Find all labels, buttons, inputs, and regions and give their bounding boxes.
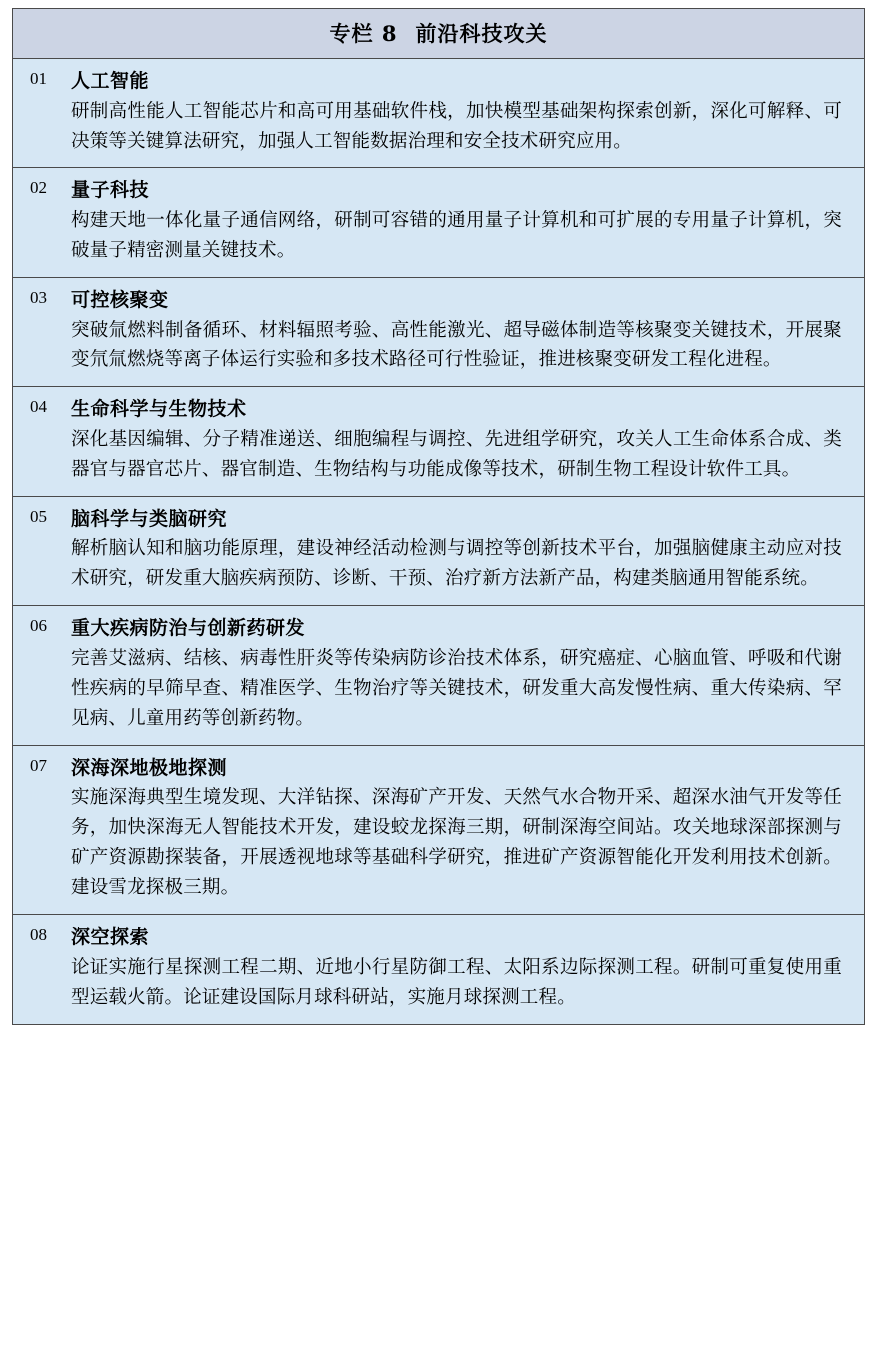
item-body — [71, 746, 864, 914]
item-body — [71, 278, 864, 386]
item-title: 脑科学与类脑研究 — [71, 507, 228, 530]
item-title: 深海深地极地探测 — [71, 756, 228, 779]
table-row — [13, 168, 864, 277]
item-title: 可控核聚变 — [71, 288, 169, 311]
item-number: 01 — [30, 69, 47, 88]
item-number: 02 — [30, 178, 47, 198]
item-text: 深化基因编辑、分子精准递送、细胞编程与调控、先进组学研究，攻关人工生命体系合成、类器官与器官芯片、器官制造、生物结构与功能成像等技术，研制生物工程设计软件工具。 — [71, 429, 842, 480]
box-header-title: 前沿科技攻关 — [415, 21, 548, 46]
item-number: 07 — [30, 755, 47, 775]
item-text: 构建天地一体化量子通信网络，研制可容错的通用量子计算机和可扩展的专用量子计算机，突破量子精密测量关键技术。 — [71, 210, 842, 261]
table-row — [13, 59, 864, 168]
box-header — [13, 9, 864, 59]
box-header-label: 专栏 8 — [329, 21, 398, 46]
table-row — [13, 606, 864, 745]
item-number: 08 — [30, 925, 47, 945]
item-title: 深空探索 — [71, 926, 150, 949]
item-text: 研制高性能人工智能芯片和高可用基础软件栈，加快模型基础架构探索创新，深化可解释、可决策等关键算法研究，加强人工智能数据治理和安全技术研究应用。 — [71, 100, 842, 152]
item-text: 论证实施行星探测工程二期、近地小行星防御工程、太阳系边际探测工程。研制可重复使用重型运载火箭。论证建设国际月球科研站，实施月球探测工程。 — [71, 956, 842, 1008]
item-number: 04 — [30, 397, 47, 417]
table-row — [13, 497, 864, 606]
item-text: 突破氚燃料制备循环、材料辐照考验、高性能激光、超导磁体制造等核聚变关键技术，开展聚变氘氚燃烧等离子体运行实验和多技术路径可行性验证，推进核聚变研发工程化进程。 — [71, 319, 842, 371]
item-number: 06 — [30, 616, 47, 636]
table-row — [13, 387, 864, 496]
item-title: 重大疾病防治与创新药研发 — [71, 617, 306, 640]
item-text: 实施深海典型生境发现、大洋钻探、深海矿产开发、天然气水合物开采、超深水油气开发等任务，加快深海无人智能技术开发，建设蛟龙探海三期，研制深海空间站。攻关地球深部探测与矿产资源勘探装备，开展透视地球等基础科学研究，推进矿产资源智能化开发利用技术创新。建设雪龙探极三期。 — [71, 787, 842, 899]
item-body — [71, 915, 864, 1023]
table-row — [13, 746, 864, 915]
item-title: 生命科学与生物技术 — [71, 398, 247, 421]
item-body — [71, 59, 864, 167]
item-body — [71, 168, 864, 276]
feature-box — [12, 8, 865, 1025]
item-title: 人工智能 — [71, 70, 150, 92]
table-row — [13, 915, 864, 1023]
item-body — [71, 387, 864, 495]
item-text: 完善艾滋病、结核、病毒性肝炎等传染病防诊治技术体系，研究癌症、心脑血管、呼吸和代谢性疾病的早筛早查、精准医学、生物治疗等关键技术，研发重大高发慢性病、重大传染病、罕见病、儿童用药等创新药物。 — [71, 647, 842, 729]
item-number: 05 — [30, 506, 47, 526]
item-body — [71, 606, 864, 744]
table-row — [13, 278, 864, 387]
item-body — [71, 497, 864, 605]
item-number: 03 — [30, 287, 47, 307]
item-title: 量子科技 — [71, 179, 150, 202]
item-text: 解析脑认知和脑功能原理，建设神经活动检测与调控等创新技术平台，加强脑健康主动应对技术研究，研发重大脑疾病预防、诊断、干预、治疗新方法新产品，构建类脑通用智能系统。 — [71, 538, 842, 590]
